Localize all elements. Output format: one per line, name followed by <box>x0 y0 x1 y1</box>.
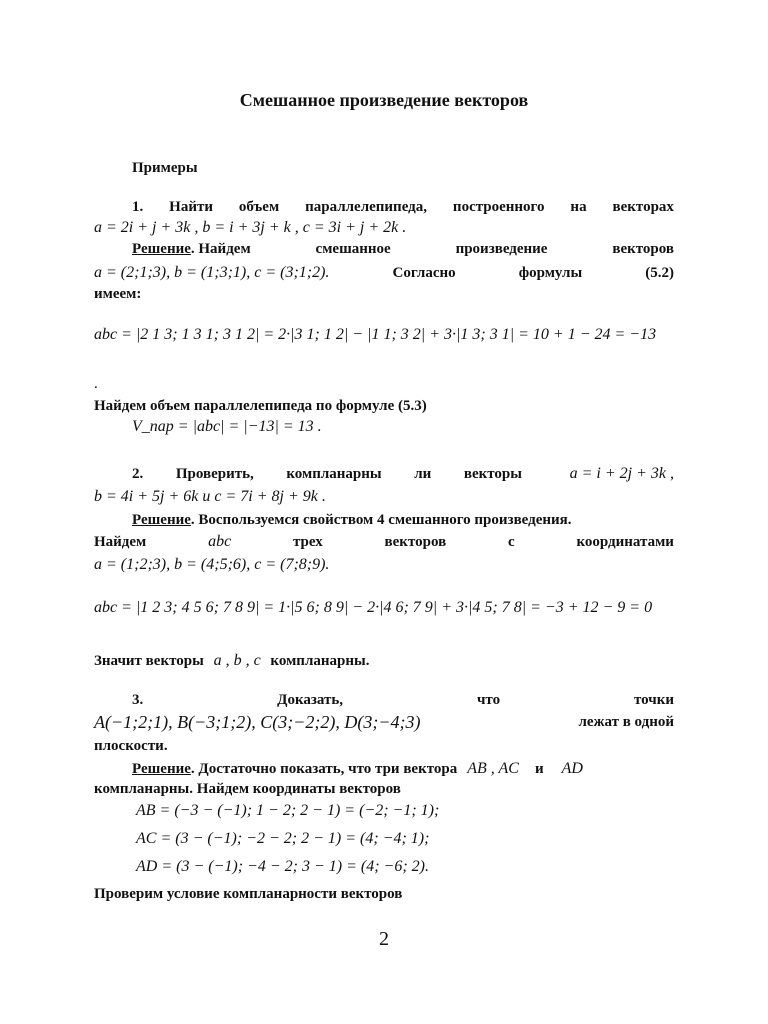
ex2-find-word: координатами <box>576 534 674 550</box>
ex3-and-word: и <box>534 761 544 777</box>
ex2-solution-line <box>94 510 674 530</box>
ex1-num: 1. <box>132 199 144 215</box>
ex2-conclusion-post: компланарны. <box>270 653 370 669</box>
ex3-eq-ac: AC = (3 − (−1); −2 − 2; 2 − 1) = (4; −4; 1); <box>136 830 430 847</box>
ex3-coplanar-text: компланарны. Найдем координаты векторов <box>94 781 401 797</box>
ex1-word: построенного <box>452 199 545 215</box>
ex1-word: параллелепипеда, <box>305 199 427 215</box>
ex2-conclusion-pre: Значит векторы <box>94 653 204 669</box>
ex3-lie-text: лежат в одной <box>578 714 674 730</box>
page-title: Смешанное произведение векторов <box>239 90 529 110</box>
ex1-sol-word: . Найдем <box>190 241 251 257</box>
ex1-solution-label: Решение <box>132 241 191 257</box>
ex3-vec-ad: AD <box>561 760 583 777</box>
ex2-vec-bc: b = 4i + 5j + 6k и c = 7i + 8j + 9k . <box>94 488 326 505</box>
ex1-vectors-def: a = 2i + j + 3k , b = i + 3j + k , c = 3i + j + 2k . <box>94 219 407 236</box>
ex1-determinant-equation: abc = |2 1 3; 1 3 1; 3 1 2| = 2·|3 1; 1 2| − |1 1; 3 2| + 3·|1 3; 3 1| = 10 + 1 − 24 = −13 <box>94 326 657 343</box>
ex1-volume-text: Найдем объем параллелепипеда по формуле (5.3) <box>94 398 427 414</box>
ex2-task-line <box>94 464 674 484</box>
section-heading: Примеры <box>132 160 198 176</box>
ex2-vec-a: a = i + 2j + 3k , <box>569 465 674 482</box>
ex2-word: компланарны <box>286 466 382 482</box>
ex1-dot: . <box>94 376 98 392</box>
ex2-find-line <box>94 532 674 552</box>
ex2-find-word: с <box>507 534 515 550</box>
ex3-points-line <box>94 712 674 732</box>
ex3-check-text: Проверим условие компланарности векторов <box>94 886 403 902</box>
ex3-solution-line <box>94 759 674 779</box>
ex2-coords: a = (1;2;3), b = (4;5;6), c = (7;8;9). <box>94 556 330 573</box>
ex1-word: векторах <box>612 199 674 215</box>
ex3-eq-ad: AD = (3 − (−1); −4 − 2; 3 − 1) = (4; −6; 2). <box>136 858 429 875</box>
ex3-num: 3. <box>132 692 144 708</box>
ex3-solution-label: Решение <box>132 761 191 777</box>
ex3-sol-text: . Достаточно показать, что три вектора <box>190 761 458 777</box>
ex2-word: Проверить, <box>175 466 254 482</box>
ex2-num: 2. <box>132 466 144 482</box>
ex3-word: Доказать, <box>277 692 344 708</box>
ex1-formula-word: формулы <box>518 265 583 281</box>
ex3-word: что <box>476 692 501 708</box>
ex3-vecs-mid: AB , AC <box>467 760 519 777</box>
ex1-formula-word: (5.2) <box>645 265 674 281</box>
ex3-points: A(−1;2;1), B(−3;1;2), C(3;−2;2), D(3;−4;3) <box>94 712 421 732</box>
ex1-sol-word: векторов <box>612 241 674 257</box>
ex2-conclusion-vecs: a , b , c <box>213 652 261 669</box>
ex2-determinant-equation: abc = |1 2 3; 4 5 6; 7 8 9| = 1·|5 6; 8 9| − 2·|4 6; 7 9| + 3·|4 5; 7 8| = −3 + 12 − 9 = 0 <box>94 599 653 616</box>
ex2-word: ли <box>414 466 432 482</box>
ex2-solution-label: Решение <box>132 512 191 528</box>
ex3-task-line <box>94 690 674 710</box>
ex2-word: векторы <box>463 466 522 482</box>
ex1-have: имеем: <box>94 286 142 302</box>
ex2-find-word: Найдем <box>94 534 147 550</box>
ex3-eq-ab: AB = (−3 − (−1); 1 − 2; 2 − 1) = (−2; −1; 1); <box>136 802 440 819</box>
ex1-sol-word: смешанное <box>315 241 391 257</box>
ex1-solution-line <box>94 239 674 259</box>
ex1-word: Найти <box>169 199 213 215</box>
ex2-abc: abc <box>208 533 232 550</box>
ex1-word: объем <box>238 199 280 215</box>
ex1-formula-word: Согласно <box>392 265 456 281</box>
ex1-coords: a = (2;1;3), b = (1;3;1), c = (3;1;2). <box>94 264 330 281</box>
ex1-coords-line <box>94 263 674 283</box>
ex1-volume-equation: V_пар = |abc| = |−13| = 13 . <box>132 418 322 435</box>
ex2-conclusion <box>94 651 674 671</box>
ex2-find-word: трех <box>292 534 323 550</box>
page-number: 2 <box>379 928 389 950</box>
ex1-word: на <box>570 199 587 215</box>
ex1-sol-word: произведение <box>455 241 548 257</box>
ex2-sol-text: . Воспользуемся свойством 4 смешанного произведения. <box>190 512 572 528</box>
ex3-word: точки <box>633 692 674 708</box>
ex2-find-word: векторов <box>384 534 447 550</box>
ex3-plane-text: плоскости. <box>94 738 168 754</box>
ex1-task-line <box>94 197 674 217</box>
